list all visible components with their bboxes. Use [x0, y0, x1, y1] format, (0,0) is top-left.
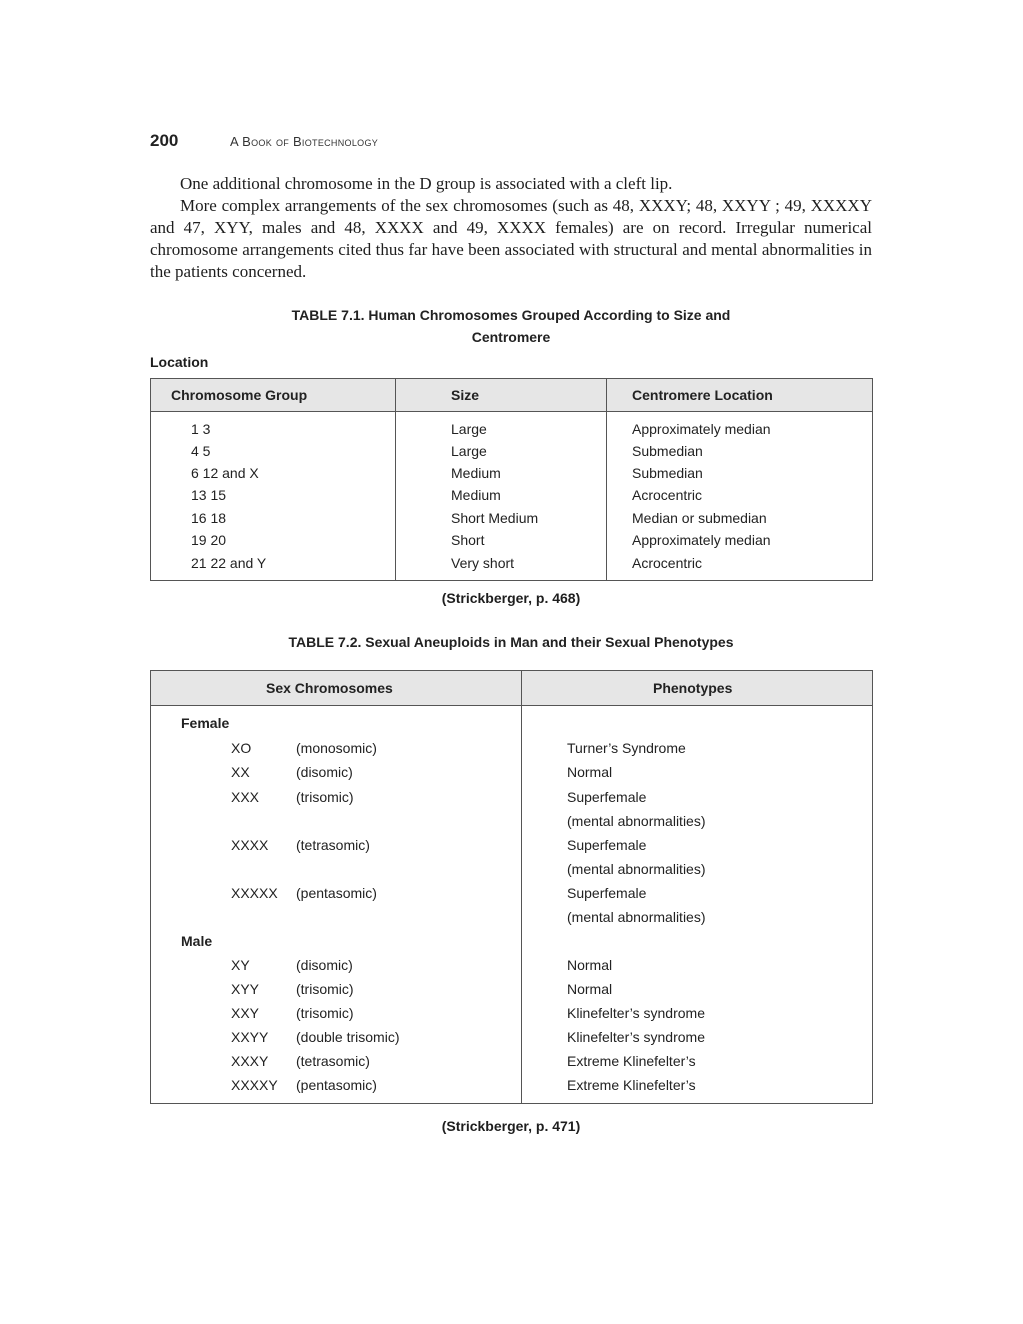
table2-header-sex-chromosomes: Sex Chromosomes	[266, 680, 393, 696]
page-header	[150, 131, 378, 155]
table1-cell: Acrocentric	[632, 555, 703, 571]
body-text	[150, 173, 872, 283]
table1-divider	[606, 379, 607, 580]
phenotype-cell: Normal	[567, 764, 613, 780]
table1-header-size: Size	[451, 387, 480, 403]
phenotype-cell: Normal	[567, 981, 613, 997]
table1-cell: 4 5	[191, 443, 211, 459]
karyotype-cell: XXY	[231, 1005, 260, 1021]
phenotype-cell: Turner’s Syndrome	[567, 740, 686, 756]
type-cell: (trisomic)	[296, 981, 354, 997]
male-group-label: Male	[181, 933, 213, 949]
female-group-label: Female	[181, 715, 230, 731]
table1-header-group: Chromosome Group	[171, 387, 308, 403]
phenotype-note: (mental abnormalities)	[567, 813, 706, 829]
phenotype-cell: Superfemale	[567, 837, 647, 853]
table1-cell: Large	[451, 421, 487, 437]
table1-cell: Short	[451, 532, 485, 548]
karyotype-cell: XXXX	[231, 837, 269, 853]
table1-cell: Acrocentric	[632, 487, 703, 503]
table2-caption: TABLE 7.2. Sexual Aneuploids in Man and their Sexual Phenotypes	[288, 634, 734, 650]
table1-source: (Strickberger, p. 468)	[441, 590, 581, 606]
karyotype-cell: XY	[231, 957, 250, 973]
table2-divider	[521, 671, 522, 1103]
table1-cell: Medium	[451, 465, 501, 481]
karyotype-cell: XXXY	[231, 1053, 269, 1069]
karyotype-cell: XO	[231, 740, 252, 756]
table1-caption-line2: Centromere	[471, 329, 551, 345]
type-cell: (trisomic)	[296, 1005, 354, 1021]
karyotype-cell: XXYY	[231, 1029, 269, 1045]
karyotype-cell: XXXXY	[231, 1077, 278, 1093]
type-cell: (disomic)	[296, 764, 353, 780]
type-cell: (pentasomic)	[296, 885, 377, 901]
table1-divider	[395, 379, 396, 580]
type-cell: (disomic)	[296, 957, 353, 973]
table1-cell: Large	[451, 443, 487, 459]
table1-cell: 19 20	[191, 532, 227, 548]
table1-cell: 13 15	[191, 487, 227, 503]
paragraph: One additional chromosome in the D group is associated with a cleft lip.	[180, 174, 673, 193]
table2-header-phenotypes: Phenotypes	[653, 680, 733, 696]
type-cell: (double trisomic)	[296, 1029, 400, 1045]
page-number: 200	[150, 131, 179, 150]
type-cell: (monosomic)	[296, 740, 377, 756]
karyotype-cell: XXXXX	[231, 885, 278, 901]
phenotype-cell: Extreme Klinefelter’s	[567, 1053, 696, 1069]
table1-cell: Median or submedian	[632, 510, 767, 526]
table1-header-centromere: Centromere Location	[632, 387, 773, 403]
running-title: A Book of Biotechnology	[230, 134, 379, 149]
table1-cell: 16 18	[191, 510, 227, 526]
phenotype-cell: Klinefelter’s syndrome	[567, 1005, 705, 1021]
phenotype-note: (mental abnormalities)	[567, 861, 706, 877]
table1-cell: 1 3	[191, 421, 211, 437]
table1-caption	[150, 304, 872, 348]
karyotype-cell: XXX	[231, 789, 260, 805]
phenotype-cell: Normal	[567, 957, 613, 973]
table2-header-row	[151, 671, 872, 706]
table1-cell: 6 12 and X	[191, 465, 259, 481]
table1-cell: Submedian	[632, 465, 703, 481]
table1-caption-line3: Location	[150, 354, 209, 370]
phenotype-note: (mental abnormalities)	[567, 909, 706, 925]
table1-cell: Medium	[451, 487, 501, 503]
paragraph: More complex arrangements of the sex chromosomes (such as 48, XXXY; 48, XXYY ; 49, XXXXY and 47, XYY, males and 48, XXXX and 49, XXXX females) are on record. Irregular numerical chromosome arrangements cited thus far have been associated with structural and mental abnormalities in the patients concerned.	[150, 196, 872, 281]
table1-cell: Very short	[451, 555, 515, 571]
phenotype-cell: Extreme Klinefelter’s	[567, 1077, 696, 1093]
type-cell: (trisomic)	[296, 789, 354, 805]
table1	[150, 378, 873, 581]
table1-cell: Short Medium	[451, 510, 539, 526]
table2-source: (Strickberger, p. 471)	[441, 1118, 581, 1134]
type-cell: (tetrasomic)	[296, 837, 370, 853]
type-cell: (tetrasomic)	[296, 1053, 370, 1069]
table1-header-row	[151, 379, 872, 412]
phenotype-cell: Klinefelter’s syndrome	[567, 1029, 705, 1045]
type-cell: (pentasomic)	[296, 1077, 377, 1093]
karyotype-cell: XX	[231, 764, 250, 780]
table1-cell: Approximately median	[632, 421, 771, 437]
table1-caption-line1: TABLE 7.1. Human Chromosomes Grouped According to Size and	[291, 307, 731, 323]
table1-cell: Approximately median	[632, 532, 771, 548]
karyotype-cell: XYY	[231, 981, 260, 997]
phenotype-cell: Superfemale	[567, 789, 647, 805]
table2	[150, 670, 873, 1104]
table1-cell: Submedian	[632, 443, 703, 459]
phenotype-cell: Superfemale	[567, 885, 647, 901]
table1-cell: 21 22 and Y	[191, 555, 267, 571]
